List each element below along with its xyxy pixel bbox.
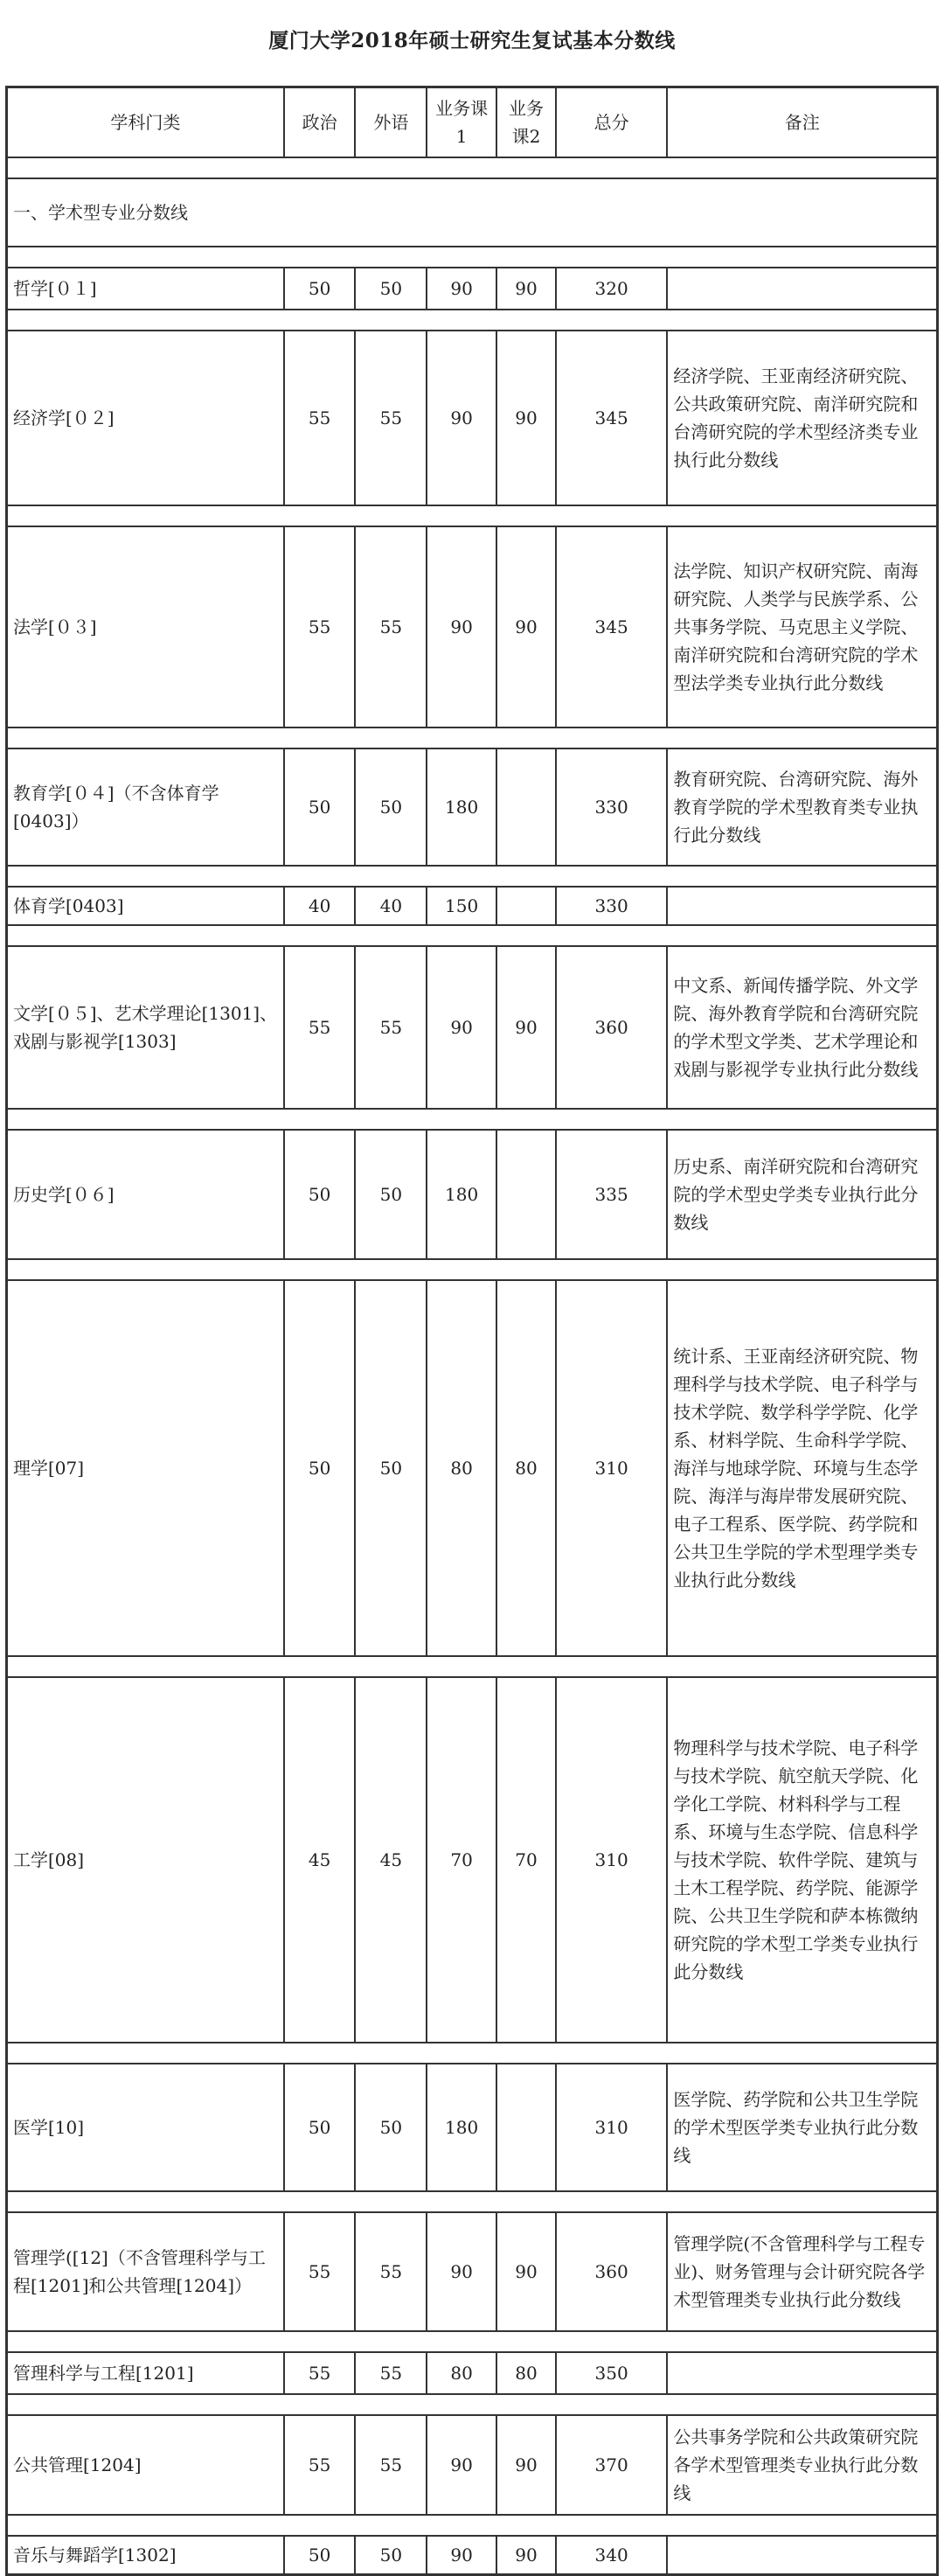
course2-cell (496, 887, 556, 925)
table-row (7, 748, 937, 866)
foreign-cell: 55 (355, 526, 427, 728)
spacer-row (7, 247, 937, 268)
spacer-cell (7, 866, 937, 887)
spacer-cell (7, 925, 937, 946)
total-cell: 345 (556, 526, 668, 728)
course2-cell: 90 (496, 2212, 556, 2331)
spacer-cell (7, 1656, 937, 1677)
spacer-row (7, 2331, 937, 2352)
total-cell: 310 (556, 1280, 668, 1656)
note-cell: 中文系、新闻传播学院、外文学院、海外教育学院和台湾研究院的学术型文学类、艺术学理论和戏剧与影视学专业执行此分数线 (667, 946, 937, 1109)
spacer-row (7, 505, 937, 526)
course2-cell (496, 1130, 556, 1259)
course2-cell: 90 (496, 268, 556, 310)
course2-cell: 90 (496, 2415, 556, 2515)
subject-cell: 历史学[０６] (7, 1130, 284, 1259)
course1-cell: 180 (427, 1130, 496, 1259)
table-row (7, 1280, 937, 1656)
table-row (7, 2352, 937, 2394)
spacer-cell (7, 2394, 937, 2415)
politics-cell: 55 (284, 2352, 356, 2394)
note-cell (667, 268, 937, 310)
note-cell (667, 2352, 937, 2394)
course1-cell: 70 (427, 1677, 496, 2043)
table-row (7, 1677, 937, 2043)
course1-cell: 90 (427, 2536, 496, 2574)
table-row (7, 887, 937, 925)
course1-cell: 180 (427, 2064, 496, 2191)
subject-cell: 公共管理[1204] (7, 2415, 284, 2515)
spacer-row (7, 310, 937, 331)
politics-cell: 55 (284, 2212, 356, 2331)
spacer-cell (7, 2191, 937, 2212)
course2-cell: 90 (496, 946, 556, 1109)
total-cell: 340 (556, 2536, 668, 2574)
total-cell: 330 (556, 887, 668, 925)
foreign-cell: 50 (355, 1280, 427, 1656)
spacer-row (7, 1259, 937, 1280)
header-foreign: 外语 (355, 87, 427, 157)
course1-cell: 80 (427, 1280, 496, 1656)
note-cell: 物理科学与技术学院、电子科学与技术学院、航空航天学院、化学化工学院、材料科学与工程系、环境与生态学院、信息科学与技术学院、软件学院、建筑与土木工程学院、药学院、能源学院、公共卫生学院和萨本栋微纳研究院的学术型工学类专业执行此分数线 (667, 1677, 937, 2043)
foreign-cell: 55 (355, 2352, 427, 2394)
subject-cell: 音乐与舞蹈学[1302] (7, 2536, 284, 2574)
total-cell: 350 (556, 2352, 668, 2394)
spacer-cell (7, 1109, 937, 1130)
foreign-cell: 50 (355, 268, 427, 310)
foreign-cell: 55 (355, 946, 427, 1109)
total-cell: 310 (556, 1677, 668, 2043)
spacer-row (7, 1656, 937, 1677)
total-cell: 345 (556, 331, 668, 505)
foreign-cell: 50 (355, 2064, 427, 2191)
spacer-cell (7, 2331, 937, 2352)
note-cell: 教育研究院、台湾研究院、海外教育学院的学术型教育类专业执行此分数线 (667, 748, 937, 866)
spacer-row (7, 925, 937, 946)
politics-cell: 50 (284, 2064, 356, 2191)
header-course1-line2: 1 (455, 126, 468, 147)
spacer-row (7, 866, 937, 887)
spacer-cell (7, 247, 937, 268)
table-row (7, 2536, 937, 2574)
spacer-row (7, 2191, 937, 2212)
score-table (5, 86, 939, 2576)
section-title: 一、学术型专业分数线 (7, 178, 937, 247)
politics-cell: 55 (284, 946, 356, 1109)
note-cell: 管理学院(不含管理科学与工程专业)、财务管理与会计研究院各学术型管理类专业执行此分数线 (667, 2212, 937, 2331)
note-cell: 历史系、南洋研究院和台湾研究院的学术型史学类专业执行此分数线 (667, 1130, 937, 1259)
politics-cell: 50 (284, 268, 356, 310)
politics-cell: 55 (284, 2415, 356, 2515)
total-cell: 330 (556, 748, 668, 866)
note-cell: 医学院、药学院和公共卫生学院的学术型医学类专业执行此分数线 (667, 2064, 937, 2191)
spacer-cell (7, 1259, 937, 1280)
course1-cell: 90 (427, 526, 496, 728)
subject-cell: 工学[08] (7, 1677, 284, 2043)
spacer-cell (7, 505, 937, 526)
foreign-cell: 55 (355, 2212, 427, 2331)
note-cell: 统计系、王亚南经济研究院、物理科学与技术学院、电子科学与技术学院、数学科学学院、化学系、材料学院、生命科学学院、海洋与地球学院、环境与生态学院、海洋与海岸带发展研究院、电子工程系、医学院、药学院和公共卫生学院的学术型理学类专业执行此分数线 (667, 1280, 937, 1656)
course1-cell: 90 (427, 331, 496, 505)
subject-cell: 体育学[0403] (7, 887, 284, 925)
course2-cell: 80 (496, 2352, 556, 2394)
course2-cell (496, 748, 556, 866)
politics-cell: 40 (284, 887, 356, 925)
subject-cell: 管理学([12]（不含管理科学与工程[1201]和公共管理[1204]） (7, 2212, 284, 2331)
foreign-cell: 55 (355, 2415, 427, 2515)
spacer-cell (7, 2043, 937, 2064)
foreign-cell: 50 (355, 2536, 427, 2574)
subject-cell: 管理科学与工程[1201] (7, 2352, 284, 2394)
course1-cell: 90 (427, 946, 496, 1109)
note-cell (667, 887, 937, 925)
spacer-row (7, 2043, 937, 2064)
course1-cell: 80 (427, 2352, 496, 2394)
note-cell: 公共事务学院和公共政策研究院各学术型管理类专业执行此分数线 (667, 2415, 937, 2515)
spacer-row (7, 728, 937, 748)
spacer-cell (7, 157, 937, 178)
foreign-cell: 45 (355, 1677, 427, 2043)
table-row (7, 268, 937, 310)
header-course2-line1: 业务 (508, 98, 544, 119)
course2-cell: 90 (496, 2536, 556, 2574)
subject-cell: 哲学[０１] (7, 268, 284, 310)
politics-cell: 45 (284, 1677, 356, 2043)
politics-cell: 50 (284, 1280, 356, 1656)
total-cell: 360 (556, 2212, 668, 2331)
header-note: 备注 (667, 87, 937, 157)
politics-cell: 55 (284, 331, 356, 505)
section-row (7, 178, 937, 247)
header-course1-line1: 业务课 (435, 98, 489, 119)
politics-cell: 50 (284, 2536, 356, 2574)
header-course2-line2: 课2 (511, 126, 541, 147)
spacer-row (7, 157, 937, 178)
foreign-cell: 55 (355, 331, 427, 505)
course1-cell: 90 (427, 2212, 496, 2331)
foreign-cell: 40 (355, 887, 427, 925)
subject-cell: 医学[10] (7, 2064, 284, 2191)
course2-cell: 90 (496, 526, 556, 728)
note-cell: 经济学院、王亚南经济研究院、公共政策研究院、南洋研究院和台湾研究院的学术型经济类专业执行此分数线 (667, 331, 937, 505)
spacer-cell (7, 728, 937, 748)
spacer-row (7, 1109, 937, 1130)
course2-cell: 90 (496, 331, 556, 505)
table-row (7, 946, 937, 1109)
table-row (7, 2064, 937, 2191)
total-cell: 310 (556, 2064, 668, 2191)
header-total: 总分 (556, 87, 668, 157)
table-row (7, 2212, 937, 2331)
header-course1 (427, 87, 496, 157)
spacer-cell (7, 310, 937, 331)
course2-cell: 80 (496, 1280, 556, 1656)
subject-cell: 理学[07] (7, 1280, 284, 1656)
politics-cell: 50 (284, 748, 356, 866)
table-row (7, 331, 937, 505)
total-cell: 360 (556, 946, 668, 1109)
course1-cell: 90 (427, 268, 496, 310)
spacer-row (7, 2394, 937, 2415)
spacer-row (7, 2515, 937, 2536)
foreign-cell: 50 (355, 748, 427, 866)
table-row (7, 2415, 937, 2515)
course1-cell: 90 (427, 2415, 496, 2515)
subject-cell: 文学[０５]、艺术学理论[1301]、戏剧与影视学[1303] (7, 946, 284, 1109)
note-cell: 法学院、知识产权研究院、南海研究院、人类学与民族学系、公共事务学院、马克思主义学院、南洋研究院和台湾研究院的学术型法学类专业执行此分数线 (667, 526, 937, 728)
subject-cell: 法学[０３] (7, 526, 284, 728)
spacer-cell (7, 2515, 937, 2536)
document-title: 厦门大学2018年硕士研究生复试基本分数线 (268, 29, 676, 52)
table-row (7, 526, 937, 728)
course1-cell: 150 (427, 887, 496, 925)
note-cell (667, 2536, 937, 2574)
total-cell: 335 (556, 1130, 668, 1259)
politics-cell: 50 (284, 1130, 356, 1259)
total-cell: 320 (556, 268, 668, 310)
header-row (7, 87, 937, 157)
politics-cell: 55 (284, 526, 356, 728)
table-row (7, 1130, 937, 1259)
header-course2 (496, 87, 556, 157)
subject-cell: 教育学[０４]（不含体育学[0403]） (7, 748, 284, 866)
total-cell: 370 (556, 2415, 668, 2515)
foreign-cell: 50 (355, 1130, 427, 1259)
course2-cell: 70 (496, 1677, 556, 2043)
header-politics: 政治 (284, 87, 356, 157)
course1-cell: 180 (427, 748, 496, 866)
header-subject: 学科门类 (7, 87, 284, 157)
subject-cell: 经济学[０２] (7, 331, 284, 505)
course2-cell (496, 2064, 556, 2191)
